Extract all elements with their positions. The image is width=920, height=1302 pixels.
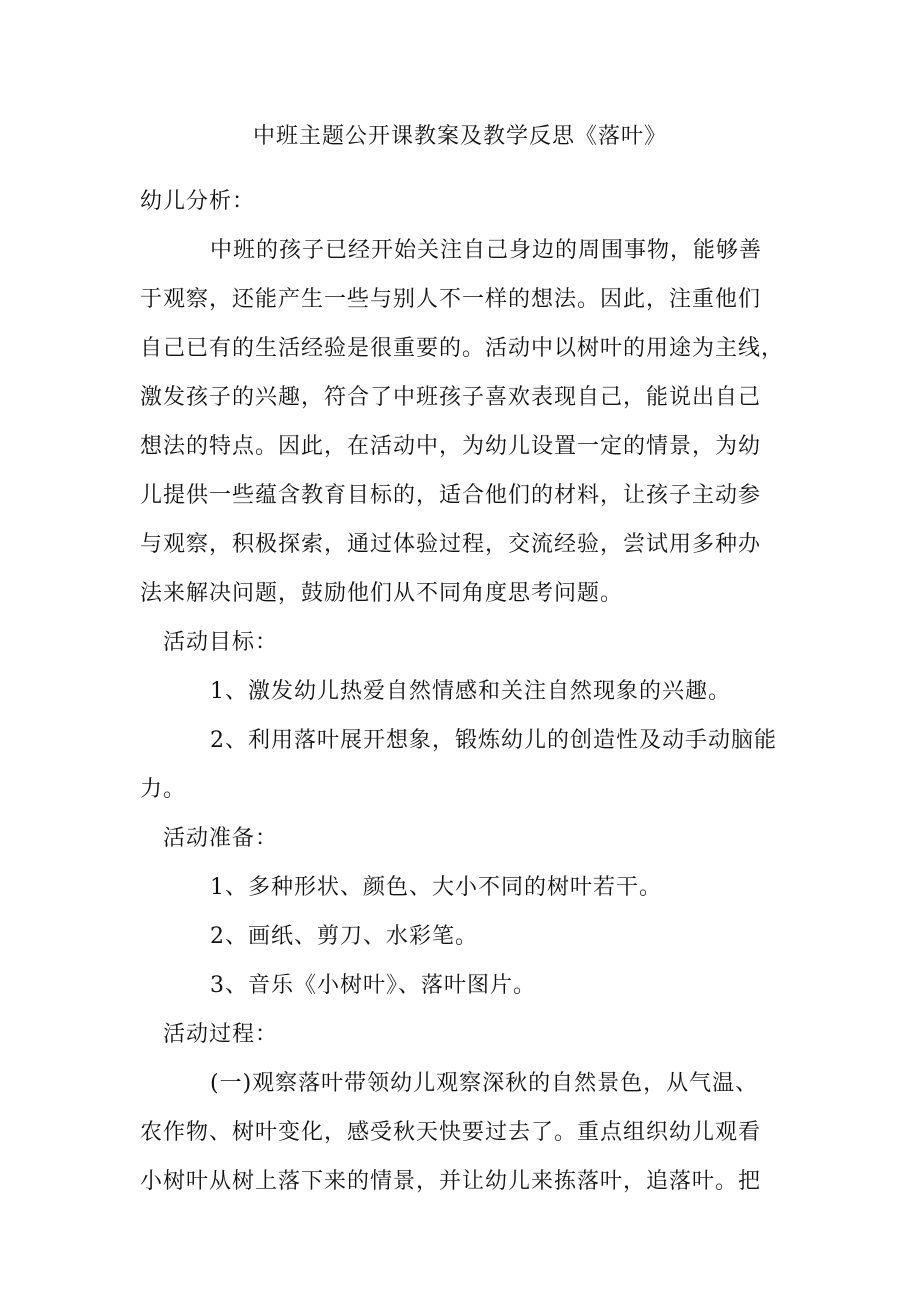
paragraph-line: 中班的孩子已经开始关注自己身边的周围事物，能够善 bbox=[210, 238, 763, 263]
list-item: 2、利用落叶展开想象，锻炼幼儿的创造性及动手动脑能 bbox=[210, 728, 777, 753]
paragraph-line: 激发孩子的兴趣，符合了中班孩子喜欢表现自己，能说出自己 bbox=[140, 385, 762, 410]
section-heading-process: 活动过程： bbox=[163, 1022, 279, 1047]
section-heading-objectives: 活动目标： bbox=[163, 630, 279, 655]
paragraph-line: 儿提供一些蕴含教育目标的，适合他们的材料，让孩子主动参 bbox=[140, 483, 762, 508]
list-item: 3、音乐《小树叶》、落叶图片。 bbox=[210, 973, 536, 998]
list-item-continuation: 力。 bbox=[140, 777, 187, 802]
document-title: 中班主题公开课教案及教学反思《落叶》 bbox=[252, 124, 667, 149]
list-item: 1、激发幼儿热爱自然情感和关注自然现象的兴趣。 bbox=[210, 679, 731, 704]
paragraph-line: (一)观察落叶带领幼儿观察深秋的自然景色，从气温、 bbox=[210, 1071, 759, 1096]
paragraph-line: 想法的特点。因此，在活动中，为幼儿设置一定的情景，为幼 bbox=[140, 434, 762, 459]
list-item: 2、画纸、剪刀、水彩笔。 bbox=[210, 924, 478, 949]
section-heading-child-analysis: 幼儿分析： bbox=[140, 189, 256, 214]
paragraph-line: 小树叶从树上落下来的情景，并让幼儿来拣落叶，追落叶。把 bbox=[140, 1169, 762, 1194]
paragraph-line: 于观察，还能产生一些与别人不一样的想法。因此，注重他们 bbox=[140, 287, 762, 312]
list-item: 1、多种形状、颜色、大小不同的树叶若干。 bbox=[210, 875, 662, 900]
paragraph-line: 与观察，积极探索，通过体验过程，交流经验，尝试用多种办 bbox=[140, 532, 762, 557]
paragraph-line: 自己已有的生活经验是很重要的。活动中以树叶的用途为主线， bbox=[140, 336, 785, 361]
paragraph-line: 法来解决问题，鼓励他们从不同角度思考问题。 bbox=[140, 581, 624, 606]
section-heading-preparation: 活动准备： bbox=[163, 826, 279, 851]
paragraph-line: 农作物、树叶变化，感受秋天快要过去了。重点组织幼儿观看 bbox=[140, 1120, 762, 1145]
